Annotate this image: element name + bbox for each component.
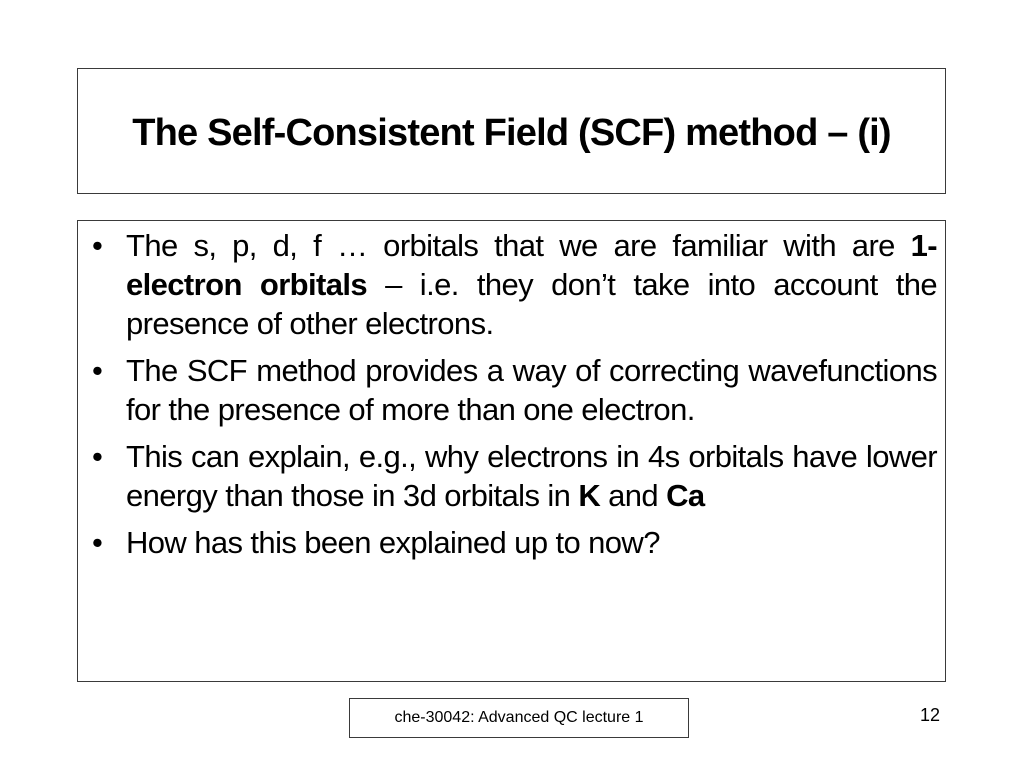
bullet-item (92, 437, 937, 515)
bullet-text: The SCF method provides a way of correcting wavefunctions for the presence of more than one electron. (126, 353, 937, 427)
bullet-text: How has this been explained up to now? (126, 525, 660, 560)
bullet-list (92, 226, 937, 570)
content-box (77, 220, 946, 682)
slide-title: The Self-Consistent Field (SCF) method – (i) (132, 111, 891, 154)
bullet-item (92, 351, 937, 429)
footer-text: che-30042: Advanced QC lecture 1 (394, 709, 644, 726)
bullet-dot: • (92, 525, 103, 560)
bullet-bold-text: Ca (666, 478, 705, 513)
bullet-text: This can explain, e.g., why electrons in 4s orbitals have lower energy than those in 3d orbitals in (126, 439, 937, 513)
bullet-text: The s, p, d, f … orbitals that we are familiar with are (126, 228, 911, 263)
bullet-bold-text: K (578, 478, 601, 513)
bullet-text: – i.e. they don’t take into account the presence of other electrons. (126, 267, 937, 341)
bullet-item (92, 523, 937, 562)
bullet-dot: • (92, 439, 103, 474)
bullet-dot: • (92, 228, 103, 263)
bullet-bold-text: 1-electron orbitals (126, 228, 937, 302)
title-box (77, 68, 946, 194)
bullet-item (92, 226, 937, 343)
page-number: 12 (919, 705, 940, 725)
bullet-dot: • (92, 353, 103, 388)
footer-box (349, 698, 689, 738)
bullet-text: and (600, 478, 667, 513)
